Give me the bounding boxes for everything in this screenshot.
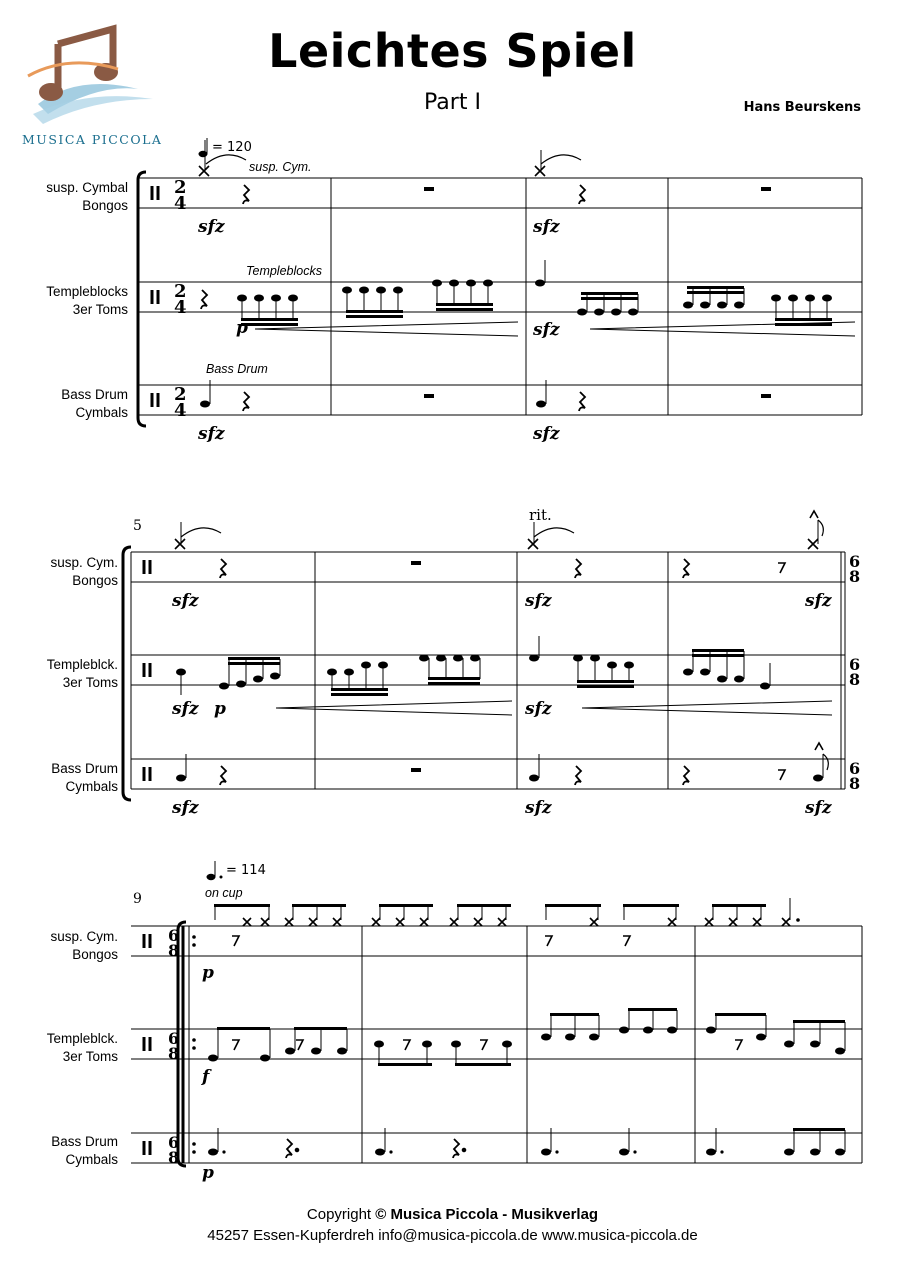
direction-text: on cup [205,886,243,900]
dynamic-mark: sfz [533,217,560,237]
instrument-label: Templeblocks 3er Toms [46,284,128,317]
part-label: Part I [424,90,481,115]
svg-text:6: 6 [168,1029,180,1048]
svg-text:6: 6 [168,926,180,945]
piece-title: Leichtes Spiel [268,24,637,78]
svg-text:8: 8 [168,1044,180,1063]
measure-number: 5 [133,518,142,534]
svg-text:6: 6 [849,759,861,778]
instrument-label: susp. Cym. Bongos [50,555,118,588]
tempo-mark: = 120 [212,140,252,155]
dynamic-mark: sfz [198,217,225,237]
measure-number: 9 [133,891,142,907]
svg-text:4: 4 [174,400,187,421]
instrument-label: Templeblck. 3er Toms [46,1031,118,1064]
dynamic-mark: sfz [525,591,552,611]
dynamic-mark: p [202,963,214,983]
svg-text:6: 6 [849,655,861,674]
svg-text:8: 8 [168,1148,180,1167]
svg-text:8: 8 [849,774,861,793]
dynamic-mark: sfz [805,591,832,611]
instrument-label: Bass Drum Cymbals [61,387,128,420]
tempo-note-glyphs [199,138,223,880]
dynamic-mark: sfz [525,699,552,719]
dynamic-mark: sfz [198,424,225,444]
dynamic-mark: sfz [172,591,199,611]
svg-text:8: 8 [849,670,861,689]
dynamic-mark: sfz [525,798,552,818]
direction-text: susp. Cym. [249,160,312,174]
svg-text:6: 6 [849,552,861,571]
dynamic-mark: sfz [172,798,199,818]
dynamic-mark: sfz [805,798,832,818]
svg-text:8: 8 [168,941,180,960]
tempo-mark: = 114 [226,863,266,878]
ritardando-mark: rit. [529,506,552,524]
instrument-label: Templeblck. 3er Toms [46,657,118,690]
instrument-label: Bass Drum Cymbals [51,761,118,794]
svg-text:4: 4 [174,297,187,318]
dynamic-mark: f [202,1067,210,1087]
dynamic-mark: p [236,318,248,338]
svg-text:2: 2 [174,177,187,198]
dynamic-mark: p [214,699,226,719]
svg-text:2: 2 [174,384,187,405]
dynamic-mark: sfz [533,320,560,340]
instrument-label: susp. Cymbal Bongos [46,180,128,213]
dynamic-mark: sfz [533,424,560,444]
direction-text: Templeblocks [246,264,322,278]
composer-name: Hans Beurskens [743,100,861,115]
svg-text:8: 8 [849,567,861,586]
instrument-label: Bass Drum Cymbals [51,1134,118,1167]
dynamic-mark: sfz [172,699,199,719]
instrument-label: susp. Cym. Bongos [50,929,118,962]
svg-text:2: 2 [174,281,187,302]
direction-text: Bass Drum [206,362,268,376]
logo-text: MUSICA PICCOLA [22,132,163,147]
svg-text:4: 4 [174,193,187,214]
svg-text:6: 6 [168,1133,180,1152]
contact-line: 45257 Essen-Kupferdreh info@musica-piccola.de www.musica-piccola.de [207,1227,698,1244]
copyright-line: Copyright © Musica Piccola - Musikverlag [306,1206,599,1223]
dynamic-mark: p [202,1163,214,1183]
